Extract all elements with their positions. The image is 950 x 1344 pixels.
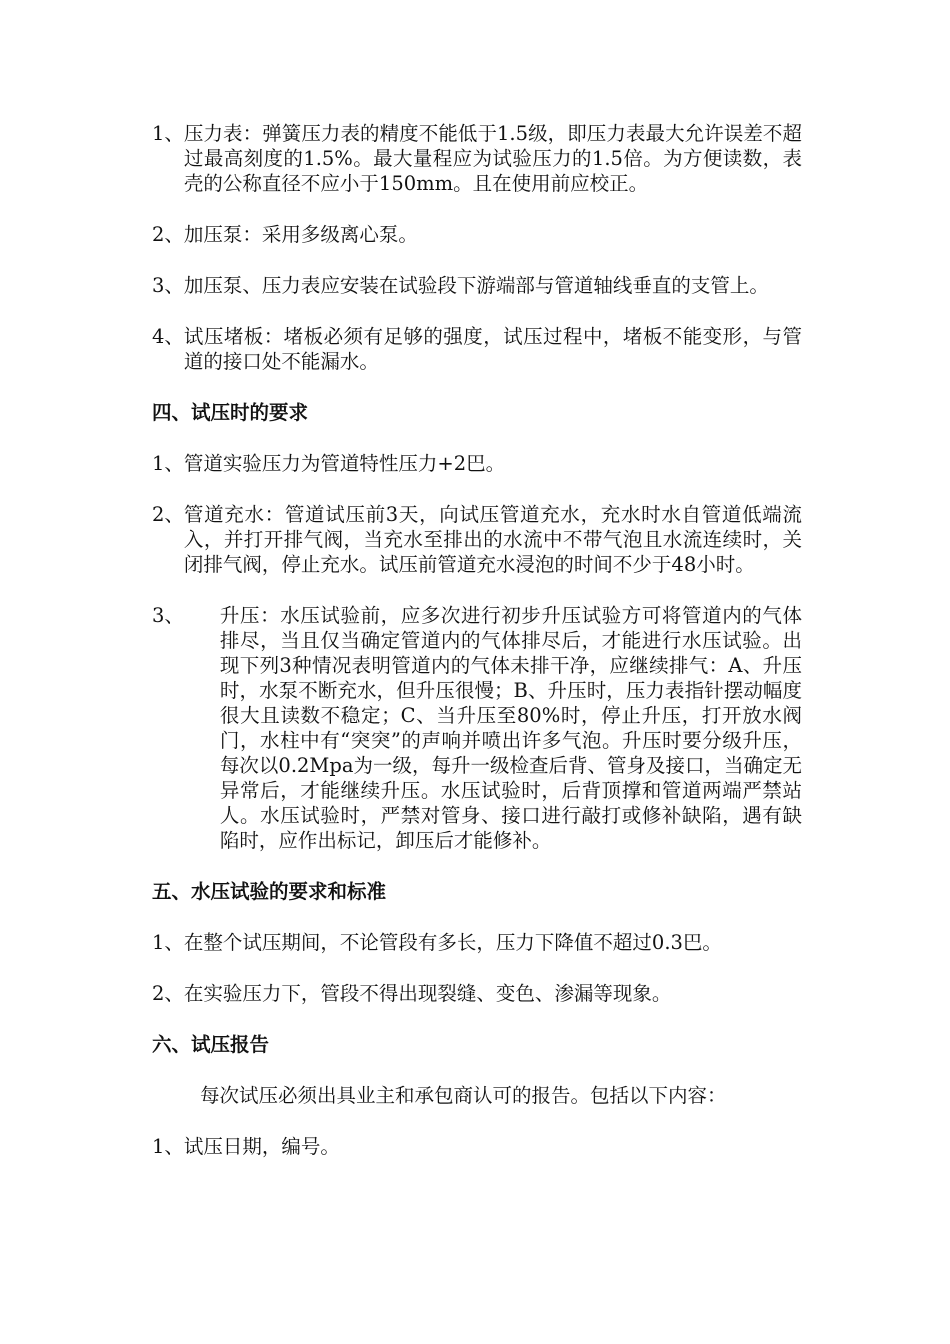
list-number: 2、 <box>152 223 184 246</box>
list-text: 试压日期，编号。 <box>183 1135 340 1158</box>
list-number: 1、 <box>152 122 184 145</box>
list-item-no-cracks <box>152 981 802 1006</box>
list-item-water-filling <box>152 502 802 577</box>
list-item-pressure-drop <box>152 930 802 955</box>
list-item-pump <box>152 222 802 247</box>
list-text: 管道实验压力为管道特性压力+2巴。 <box>183 452 506 475</box>
list-number: 4、 <box>152 325 184 348</box>
list-text: 在实验压力下，管段不得出现裂缝、变色、渗漏等现象。 <box>183 982 672 1005</box>
list-text: 在整个试压期间，不论管段有多长，压力下降值不超过0.3巴。 <box>183 931 722 954</box>
list-item-pressurizing <box>152 603 802 853</box>
list-item-blocking-plate <box>152 324 802 374</box>
list-number: 1、 <box>152 452 184 475</box>
list-text: 管道充水：管道试压前3天，向试压管道充水，充水时水自管道低端流入，并打开排气阀，当充水至排出的水流中不带气泡且水流连续时，关闭排气阀，停止充水。试压前管道充水浸泡的时间不少于48小时。 <box>183 503 802 576</box>
list-text: 升压：水压试验前，应多次进行初步升压试验方可将管道内的气体排尽，当且仅当确定管道内的气体排尽后，才能进行水压试验。出现下列3种情况表明管道内的气体未排干净，应继续排气：A、升压时，水泵不断充水，但升压很慢；B、升压时，压力表指针摆动幅度很大且读数不稳定；C、当升压至80%时，停止升压，打开放水阀门，水柱中有“突突”的声响并喷出许多气泡。升压时要分级升压，每次以0.2Mpa为一级，每升一级检查后背、管身及接口，当确定无异常后，才能继续升压。水压试验时，后背顶撑和管道两端严禁站人。水压试验时，严禁对管身、接口进行敲打或修补缺陷，遇有缺陷时，应作出标记，卸压后才能修补。 <box>219 604 803 852</box>
list-text: 压力表：弹簧压力表的精度不能低于1.5级，即压力表最大允许误差不超过最高刻度的1.5%。最大量程应为试验压力的1.5倍。为方便读数，表壳的公称直径不应小于150mm。且在使用前应校正。 <box>183 122 802 195</box>
list-number: 2、 <box>152 982 184 1005</box>
list-item-test-pressure <box>152 451 802 476</box>
list-item-test-date <box>152 1134 802 1159</box>
section-heading-5: 五、水压试验的要求和标准 <box>152 880 387 903</box>
list-number: 1、 <box>152 1135 184 1158</box>
section-heading-6: 六、试压报告 <box>152 1033 270 1056</box>
document-page <box>152 121 802 1159</box>
report-intro: 每次试压必须出具业主和承包商认可的报告。包括以下内容： <box>200 1084 727 1107</box>
list-number: 2、 <box>152 503 184 526</box>
list-number: 3、 <box>152 274 184 297</box>
list-text: 试压堵板：堵板必须有足够的强度，试压过程中，堵板不能变形，与管道的接口处不能漏水。 <box>183 325 802 373</box>
list-text: 加压泵、压力表应安装在试验段下游端部与管道轴线垂直的支管上。 <box>183 274 769 297</box>
list-number: 1、 <box>152 931 184 954</box>
list-item-installation <box>152 273 802 298</box>
list-text: 加压泵：采用多级离心泵。 <box>183 223 418 246</box>
section-heading-4: 四、试压时的要求 <box>152 401 309 424</box>
list-item-pressure-gauge <box>152 121 802 196</box>
list-number: 3、 <box>152 604 184 627</box>
